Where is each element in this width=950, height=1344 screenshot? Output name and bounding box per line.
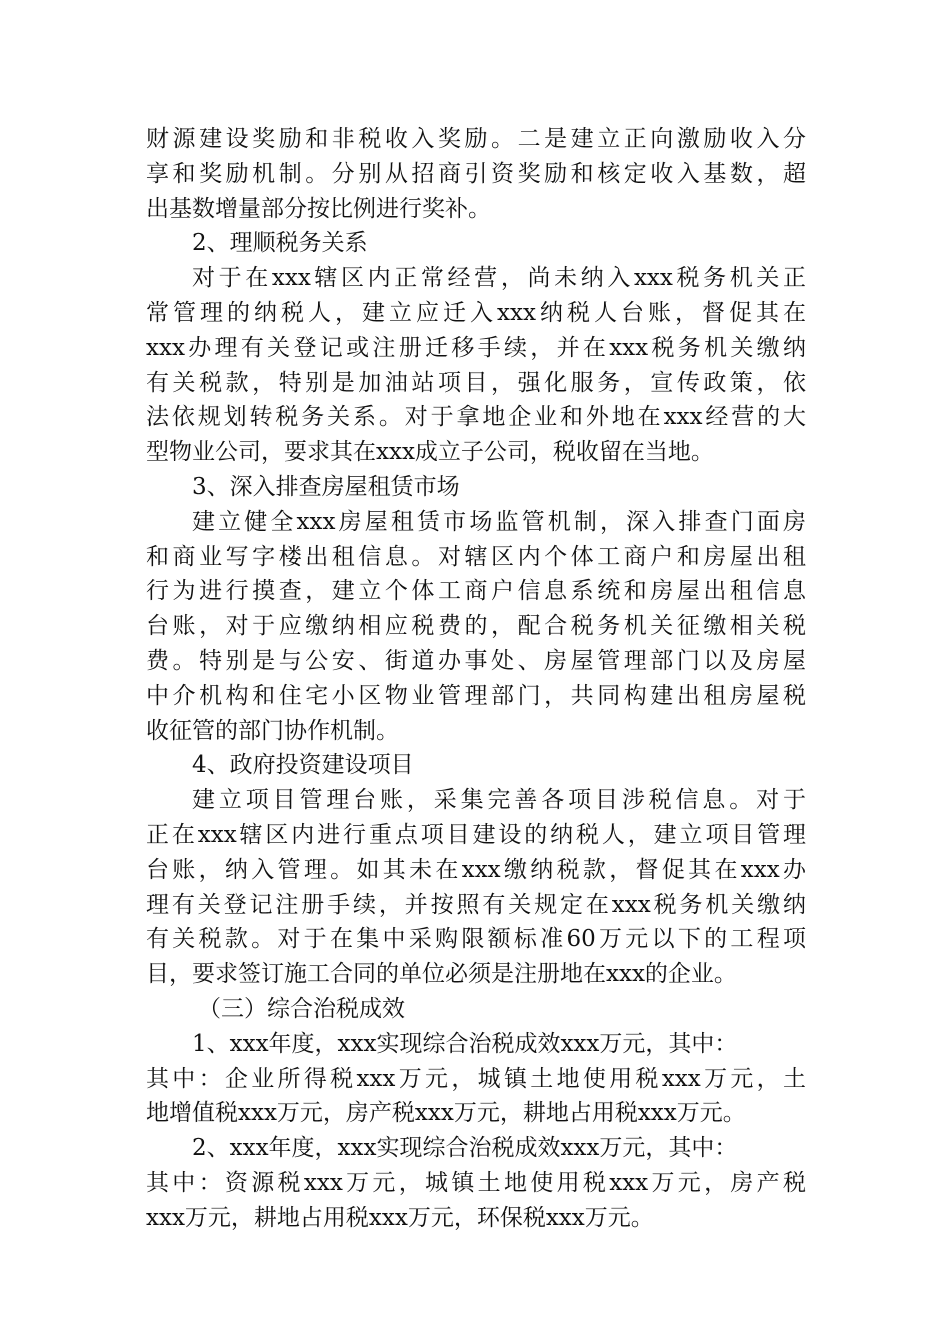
text-line: 理有关登记注册手续，并按照有关规定在xxx税务机关缴纳 [146, 891, 806, 918]
document-body [146, 122, 806, 1236]
paragraph-rental-market [146, 505, 806, 749]
text-line: 型物业公司，要求其在xxx成立子公司，税收留在当地。 [146, 439, 714, 466]
text-line: 其中：资源税xxx万元，城镇土地使用税xxx万元，房产税 [146, 1169, 806, 1196]
text-line: 收征管的部门协作机制。 [146, 717, 399, 744]
text-line: 有关税款，特别是加油站项目，强化服务，宣传政策，依 [146, 369, 806, 396]
text-line: 目，要求签订施工合同的单位必须是注册地在xxx的企业。 [146, 961, 737, 988]
text-line: 享和奖励机制。分别从招商引资奖励和核定收入基数，超 [146, 160, 806, 187]
paragraph-results-year-1 [146, 1027, 806, 1131]
text-line: 常管理的纳税人，建立应迁入xxx纳税人台账，督促其在 [146, 299, 806, 326]
text-line: xxx办理有关登记或注册迁移手续，并在xxx税务机关缴纳 [146, 334, 806, 361]
heading-government-investment: 4、政府投资建设项目 [192, 752, 414, 779]
text-line: 台账，纳入管理。如其未在xxx缴纳税款，督促其在xxx办 [146, 856, 806, 883]
text-line: 中介机构和住宅小区物业管理部门，共同构建出租房屋税 [146, 682, 806, 709]
text-line: 法依规划转税务关系。对于拿地企业和外地在xxx经营的大 [146, 404, 806, 431]
text-line: 1、xxx年度，xxx实现综合治税成效xxx万元，其中： [192, 1030, 738, 1057]
heading-tax-relations: 2、理顺税务关系 [192, 230, 368, 257]
text-line: 2、xxx年度，xxx实现综合治税成效xxx万元，其中： [192, 1135, 738, 1162]
text-line: 有关税款。对于在集中采购限额标准60万元以下的工程项 [146, 926, 806, 953]
paragraph-finance-rewards [146, 122, 806, 226]
text-line: 台账，对于应缴纳相应税费的，配合税务机关征缴相关税 [146, 613, 806, 640]
paragraph-government-investment [146, 783, 806, 992]
text-line: 对于在xxx辖区内正常经营，尚未纳入xxx税务机关正 [192, 265, 806, 292]
text-line: 其中：企业所得税xxx万元，城镇土地使用税xxx万元，土 [146, 1065, 806, 1092]
text-line: 和商业写字楼出租信息。对辖区内个体工商户和房屋出租 [146, 543, 806, 570]
paragraph-results-year-2 [146, 1131, 806, 1235]
text-line: 正在xxx辖区内进行重点项目建设的纳税人，建立项目管理 [146, 821, 806, 848]
text-line: xxx万元，耕地占用税xxx万元，环保税xxx万元。 [146, 1204, 654, 1231]
text-line: 行为进行摸查，建立个体工商户信息系统和房屋出租信息 [146, 578, 806, 605]
paragraph-tax-relations [146, 261, 806, 470]
text-line: 地增值税xxx万元，房产税xxx万元，耕地占用税xxx万元。 [146, 1100, 746, 1127]
text-line: 费。特别是与公安、街道办事处、房屋管理部门以及房屋 [146, 647, 806, 674]
text-line: 财源建设奖励和非税收入奖励。二是建立正向激励收入分 [146, 126, 806, 152]
text-line: 建立项目管理台账，采集完善各项目涉税信息。对于 [192, 787, 806, 814]
heading-rental-market: 3、深入排查房屋租赁市场 [192, 473, 460, 500]
text-line: 出基数增量部分按比例进行奖补。 [146, 195, 491, 222]
text-line: 建立健全xxx房屋租赁市场监管机制，深入排查门面房 [192, 508, 806, 535]
section-heading-tax-results: （三）综合治税成效 [198, 995, 405, 1022]
